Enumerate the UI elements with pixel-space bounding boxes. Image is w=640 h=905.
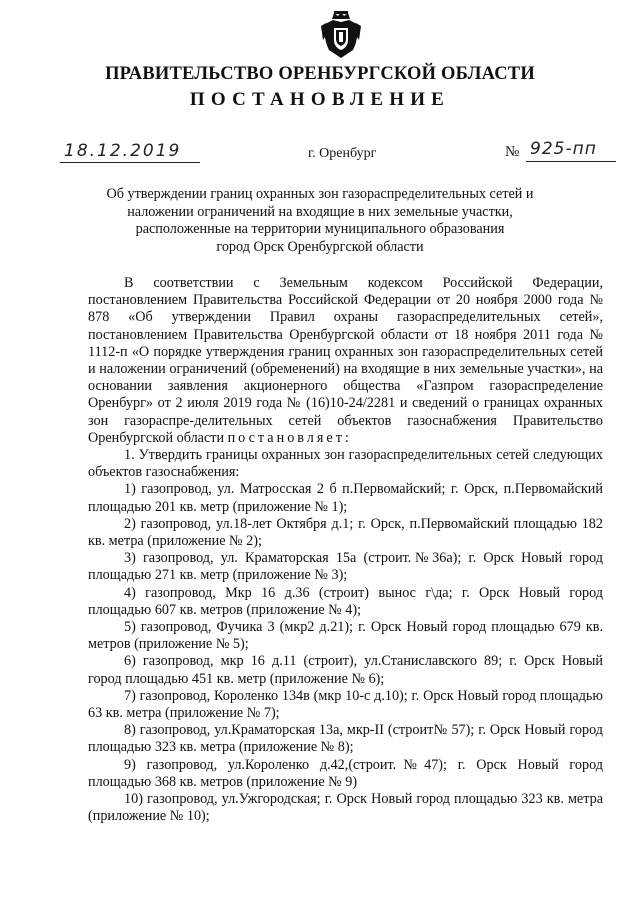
document-date: 18.12.2019: [64, 141, 182, 161]
list-item: 10) газопровод, ул.Ужгородская; г. Орск Новый город площадью 323 кв. метра (приложение № 10);: [88, 791, 603, 825]
preamble-text: В соответствии с Земельным кодексом Российской Федерации, постановлением Правительства Российской Федерации от 20 ноября 2000 года № 878 «Об утверждении Правил охраны газораспределительных сетей», постановлением Правительства Оренбургской области от 18 ноября 2011 года № 1112-п «О порядке утверждения границ охранных зон газораспределительных сетей и наложении ограничений (обременений) на входящие в них земельные участки», на основании заявления акционерного общества «Газпром газораспределение Оренбург» от 2 июля 2019 года № (16)10-24/2281 и сведений о границах охранных зон газораспре-делительных сетей объектов газоснабжения Правительство Оренбургской области: [88, 275, 603, 446]
document-city: г. Оренбург: [308, 146, 377, 161]
decree-word: постановляет:: [227, 429, 352, 446]
subject-line: город Орск Оренбургской области: [216, 238, 424, 255]
subject-line: наложении ограничений на входящие в них земельные участки,: [127, 203, 513, 220]
list-item: 9) газопровод, ул.Короленко д.42,(строит.№47); г. Орск Новый город площадью 368 кв. метров (приложение № 9): [88, 756, 603, 790]
subject-line: расположенные на территории муниципального образования: [135, 221, 505, 238]
number-underline: [526, 161, 616, 162]
document-body: [88, 275, 603, 826]
document-subject: [80, 186, 560, 256]
list-item: 7) газопровод, Короленко 134в (мкр 10-с д.10); г. Орск Новый город площадью 63 кв. метра (приложение № 7);: [88, 687, 603, 722]
date-underline: [60, 162, 200, 163]
organization-title: ПРАВИТЕЛЬСТВО ОРЕНБУРГСКОЙ ОБЛАСТИ: [105, 64, 535, 84]
coat-of-arms-icon: [321, 10, 361, 60]
list-item: 2) газопровод, ул.18-лет Октября д.1; г. Орск, п.Первомайский площадью 182 кв. метра (приложение № 2);: [88, 515, 603, 550]
list-item: 8) газопровод, ул.Краматорская 13а, мкр-II (строит№ 57); г. Орск Новый город площадью 323 кв. метра (приложение № 8);: [88, 722, 603, 756]
list-item: 4) газопровод, Мкр 16 д.36 (строит) вынос г\да; г. Орск Новый город площадью 607 кв. метров (приложение № 4);: [88, 584, 603, 618]
number-label: №: [505, 144, 520, 160]
list-item: 5) газопровод, Фучика 3 (мкр2 д.21); г. Орск Новый город площадью 679 кв. метров (приложение № 5);: [88, 619, 603, 653]
list-item: 1) газопровод, ул. Матросская 2 б п.Первомайский; г. Орск, п.Первомайский площадью 201 кв. метр (приложение № 1);: [88, 481, 603, 515]
document-type: ПОСТАНОВЛЕНИЕ: [189, 89, 451, 110]
preamble-paragraph: [88, 275, 603, 447]
list-item: 1. Утвердить границы охранных зон газораспределительных сетей следующих объектов газоснабжения:: [88, 447, 603, 481]
list-item: 3) газопровод, ул. Краматорская 15а (строит.№36а); г. Орск Новый город площадью 271 кв. метр (приложение № 3);: [88, 550, 603, 584]
document-number: 925-пп: [530, 139, 597, 159]
list-item: 6) газопровод, мкр 16 д.11 (строит), ул.Станиславского 89; г. Орск Новый город площадью 451 кв. метр (приложение № 6);: [88, 653, 603, 687]
subject-line: Об утверждении границ охранных зон газораспределительных сетей и: [106, 186, 534, 202]
